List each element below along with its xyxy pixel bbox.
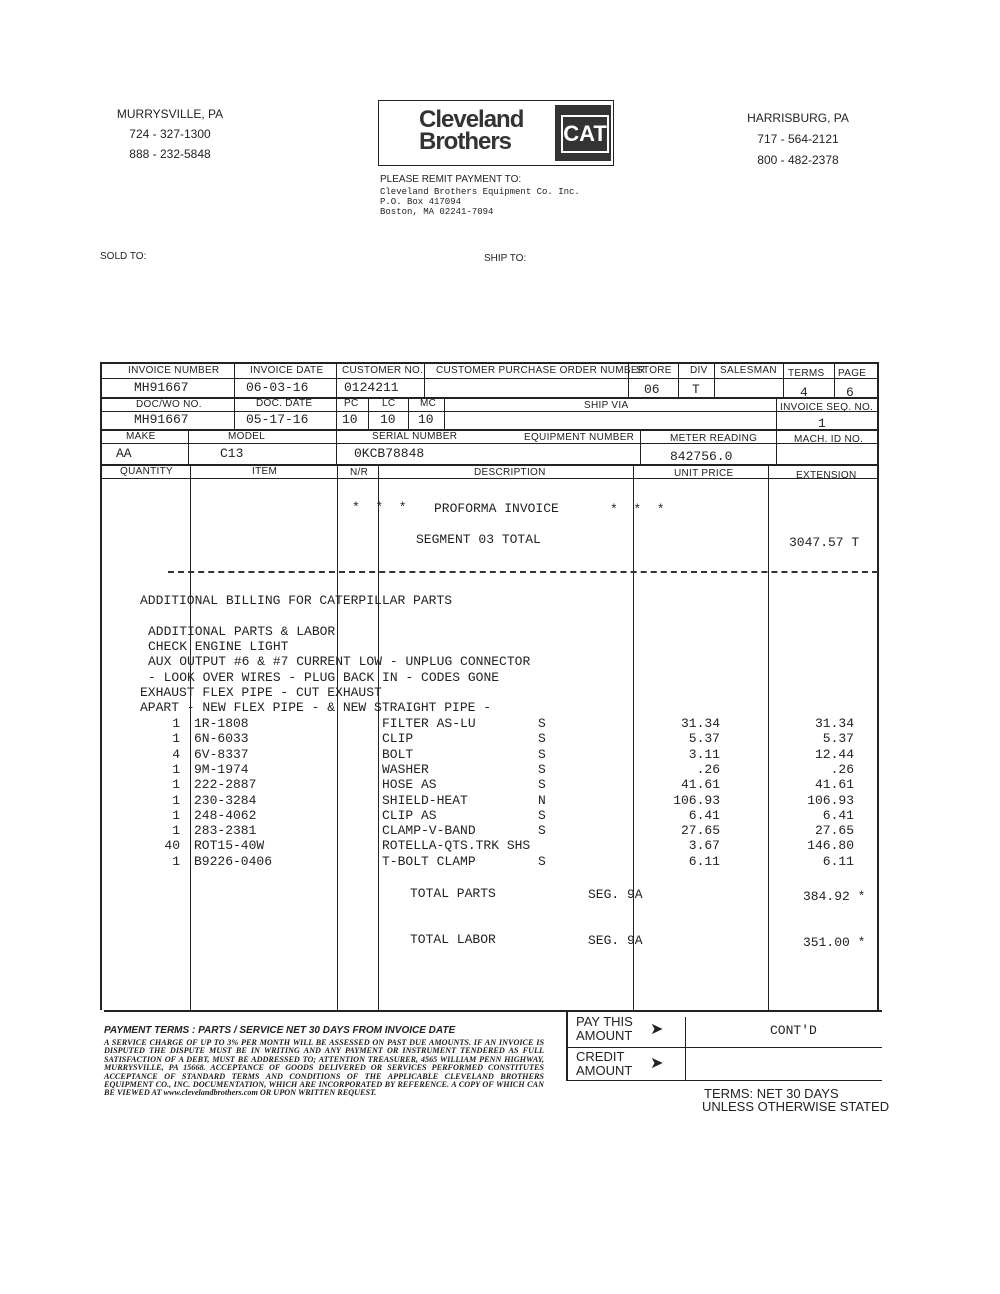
logo-line2: Brothers	[419, 128, 512, 155]
meter-reading: 842756.0	[670, 449, 733, 464]
hdr-div: DIV	[690, 365, 708, 376]
hdr-invoice-seq: INVOICE SEQ. NO.	[780, 402, 874, 413]
item-description: CLAMP-V-BAND	[382, 823, 476, 839]
lc: 10	[380, 412, 396, 427]
table-row	[0, 854, 1000, 869]
terms-note	[702, 1087, 889, 1113]
hdr-equipment: EQUIPMENT NUMBER	[524, 432, 635, 443]
table-row	[0, 716, 1000, 731]
contd-label: CONT'D	[770, 1023, 817, 1038]
total-labor-value: 351.00 *	[803, 935, 866, 950]
total-labor-seg: SEG. 9A	[588, 933, 643, 948]
item-qty: 1	[172, 731, 180, 747]
logo-mark: CAT	[561, 115, 609, 153]
total-parts-label: TOTAL PARTS	[410, 886, 496, 901]
item-qty: 40	[164, 838, 180, 854]
item-extension: 106.93	[807, 792, 854, 808]
item-extension: .26	[830, 761, 854, 777]
table-row	[0, 823, 1000, 838]
item-unit-price: 3.67	[688, 838, 720, 854]
hdr-store: STORE	[636, 365, 672, 376]
item-extension: 12.44	[814, 746, 854, 762]
hdr-nr: N/R	[350, 467, 369, 478]
right-office	[736, 108, 860, 171]
item-description: BOLT	[382, 746, 414, 762]
table-row	[0, 731, 1000, 746]
terms-line1: TERMS: NET 30 DAYS	[704, 1086, 839, 1101]
item-description: CLIP	[382, 731, 414, 747]
item-code: S	[538, 853, 546, 869]
hdr-salesman: SALESMAN	[720, 365, 777, 376]
remit-line1: Cleveland Brothers Equipment Co. Inc.	[380, 187, 580, 197]
hdr-meter: METER READING	[670, 433, 758, 444]
hdr-serial: SERIAL NUMBER	[372, 431, 458, 442]
item-unit-price: 31.34	[680, 716, 720, 731]
sold-to-label: SOLD TO:	[100, 251, 147, 262]
left-office-city: MURRYSVILLE, PA	[116, 107, 224, 121]
customer-no: 0124211	[344, 380, 399, 395]
page-number: 6	[846, 385, 854, 400]
item-unit-price: 27.65	[680, 823, 720, 839]
invoice-number: MH91667	[134, 380, 189, 395]
proforma-title: PROFORMA INVOICE	[434, 501, 559, 516]
right-office-city: HARRISBURG, PA	[747, 111, 849, 125]
item-number: 222-2887	[194, 777, 257, 793]
item-description: T-BOLT CLAMP	[382, 853, 476, 869]
item-number: ROT15-40W	[194, 838, 265, 854]
pay-this-amount-label: PAY THIS AMOUNT	[576, 1014, 633, 1043]
right-office-phone1: 717 - 564-2121	[757, 132, 839, 146]
item-description: CLIP AS	[382, 807, 437, 823]
item-unit-price: 106.93	[673, 792, 720, 808]
item-qty: 1	[172, 807, 180, 823]
item-qty: 1	[172, 823, 180, 839]
hdr-item: ITEM	[252, 466, 278, 477]
note-line: APART - NEW FLEX PIPE - & NEW STRAIGHT PIPE -	[140, 700, 492, 716]
payment-box	[566, 1011, 882, 1081]
item-number: 1R-1808	[194, 716, 249, 731]
segment-total-value: 3047.57 T	[789, 535, 860, 550]
item-code: S	[538, 746, 546, 762]
item-extension: 6.41	[822, 807, 854, 823]
item-extension: 41.61	[814, 777, 854, 793]
item-extension: 27.65	[814, 823, 854, 839]
hdr-doc-date: DOC. DATE	[256, 398, 313, 409]
item-description: ROTELLA-QTS.TRK SHS	[382, 838, 531, 854]
terms-line2: UNLESS OTHERWISE STATED	[702, 1099, 890, 1114]
hdr-mach-id: MACH. ID NO.	[794, 434, 864, 445]
remit-label: PLEASE REMIT PAYMENT TO:	[380, 174, 522, 185]
notes-block	[140, 624, 530, 715]
pc: 10	[342, 412, 358, 427]
docwo-no: MH91667	[134, 412, 189, 427]
item-qty: 1	[172, 792, 180, 808]
left-office-phone1: 724 - 327-1300	[129, 127, 211, 141]
hdr-docwo-no: DOC/WO NO.	[136, 399, 202, 410]
item-number: 6V-8337	[194, 746, 249, 762]
div: T	[692, 382, 700, 397]
hdr-terms: TERMS	[788, 368, 825, 379]
hdr-pc: PC	[344, 398, 359, 409]
credit-amount-label: CREDIT AMOUNT	[576, 1049, 633, 1078]
note-line: AUX OUTPUT #6 & #7 CURRENT LOW - UNPLUG CONNECTOR	[148, 654, 531, 670]
hdr-unit-price: UNIT PRICE	[674, 468, 734, 479]
note-line: - LOOK OVER WIRES - PLUG BACK IN - CODES GONE	[148, 669, 500, 685]
proforma-stars-right: * * *	[610, 502, 665, 517]
hdr-invoice-number: INVOICE NUMBER	[128, 365, 220, 376]
total-parts-value: 384.92 *	[803, 889, 866, 904]
mc: 10	[418, 412, 434, 427]
table-row	[0, 777, 1000, 792]
item-number: 230-3284	[194, 792, 257, 808]
item-description: FILTER AS-LU	[382, 716, 476, 731]
item-description: SHIELD-HEAT	[382, 792, 468, 808]
item-code: S	[538, 716, 546, 731]
item-qty: 1	[172, 761, 180, 777]
table-row	[0, 808, 1000, 823]
hdr-customer-no: CUSTOMER NO.	[342, 365, 424, 376]
remit-line3: Boston, MA 02241-7094	[380, 207, 494, 217]
item-number: 283-2381	[194, 823, 257, 839]
item-number: 248-4062	[194, 807, 257, 823]
item-extension: 31.34	[814, 716, 854, 731]
table-row	[0, 747, 1000, 762]
item-code: S	[538, 807, 546, 823]
table-row	[0, 762, 1000, 777]
additional-billing: ADDITIONAL BILLING FOR CATERPILLAR PARTS	[140, 593, 453, 608]
table-row	[0, 793, 1000, 808]
hdr-description: DESCRIPTION	[474, 467, 546, 478]
item-description: WASHER	[382, 761, 429, 777]
remit-line2: P.O. Box 417094	[380, 197, 462, 207]
item-qty: 1	[172, 716, 180, 731]
item-description: HOSE AS	[382, 777, 437, 793]
item-unit-price: 6.41	[688, 807, 720, 823]
company-logo	[378, 100, 614, 166]
payment-terms: PAYMENT TERMS : PARTS / SERVICE NET 30 DAYS FROM INVOICE DATE	[104, 1025, 456, 1036]
item-code: S	[538, 823, 546, 839]
item-unit-price: 41.61	[680, 777, 720, 793]
item-qty: 1	[172, 853, 180, 869]
terms: 4	[800, 385, 808, 400]
left-office	[100, 104, 240, 164]
hdr-lc: LC	[382, 398, 396, 409]
item-number: 6N-6033	[194, 731, 249, 747]
left-office-phone2: 888 - 232-5848	[129, 147, 211, 161]
item-extension: 6.11	[822, 853, 854, 869]
item-extension: 146.80	[807, 838, 854, 854]
note-line: EXHAUST FLEX PIPE - CUT EXHAUST	[140, 684, 382, 700]
invoice-seq: 1	[818, 416, 826, 431]
note-line: CHECK ENGINE LIGHT	[148, 639, 289, 655]
hdr-model: MODEL	[228, 431, 266, 442]
store: 06	[644, 382, 660, 397]
item-unit-price: 5.37	[688, 731, 720, 747]
item-unit-price: 3.11	[688, 746, 720, 762]
item-qty: 1	[172, 777, 180, 793]
invoice-date: 06-03-16	[246, 380, 309, 395]
right-office-phone2: 800 - 482-2378	[757, 153, 839, 167]
arrow-right-icon: ➤	[650, 1055, 664, 1072]
item-extension: 5.37	[822, 731, 854, 747]
note-line: ADDITIONAL PARTS & LABOR	[148, 624, 336, 639]
arrow-right-icon: ➤	[650, 1021, 664, 1038]
item-code: S	[538, 777, 546, 793]
remit-block	[380, 174, 580, 217]
make: AA	[116, 446, 132, 461]
item-qty: 4	[172, 746, 180, 762]
item-code: N	[538, 792, 546, 808]
hdr-quantity: QUANTITY	[120, 466, 173, 477]
segment-total-label: SEGMENT 03 TOTAL	[416, 532, 541, 547]
item-code: S	[538, 731, 546, 747]
hdr-invoice-date: INVOICE DATE	[250, 365, 324, 376]
serial-number: 0KCB78848	[354, 446, 425, 461]
item-code: S	[538, 761, 546, 777]
total-parts-seg: SEG. 9A	[588, 887, 643, 902]
cat-logo-icon	[555, 105, 611, 161]
hdr-ship-via: SHIP VIA	[584, 400, 629, 411]
table-row	[0, 838, 1000, 853]
hdr-customer-po: CUSTOMER PURCHASE ORDER NUMBER	[436, 365, 646, 376]
hdr-make: MAKE	[126, 431, 156, 442]
hdr-page: PAGE	[838, 368, 867, 379]
item-number: B9226-0406	[194, 853, 273, 869]
hdr-extension: EXTENSION	[796, 470, 857, 481]
item-unit-price: .26	[696, 761, 720, 777]
logo-line1: Cleveland	[419, 106, 524, 133]
fine-print: A SERVICE CHARGE OF UP TO 3% PER MONTH WILL BE ASSESSED ON PAST DUE AMOUNTS. IF AN INVOICE IS DISPUTED THE DISPUTE MUST BE IN WRITING AND ANY PAYMENT OR INSTRUMENT TENDERED AS FULL SATISFACTION OF A DEBT, MUST BE ADDRESSED TO; ATTENTION TREASURER, 4565 WILLIAM PENN HIGHWAY, MURRYSVILLE, PA 15668. ACCEPTANCE OF GOODS DELIVERED OR SERVICES PERFORMED CONSTITUTES ACCEPTANCE OF STANDARD TERMS AND CONDITIONS OF THE APPLICABLE CLEVELAND BROTHERS EQUIPMENT CO., INC. DOCUMENTATION, WHICH ARE INCORPORATED BY REFERENCE. A COPY OF WHICH CAN BE VIEWED AT www.clevelandbrothers.com OR UPON WRITTEN REQUEST.	[104, 1038, 544, 1098]
model: C13	[220, 446, 244, 461]
total-labor-label: TOTAL LABOR	[410, 932, 496, 947]
proforma-stars-left: * * *	[352, 500, 407, 515]
item-number: 9M-1974	[194, 761, 249, 777]
item-unit-price: 6.11	[688, 853, 720, 869]
ship-to-label: SHIP TO:	[484, 253, 527, 264]
doc-date: 05-17-16	[246, 412, 309, 427]
hdr-mc: MC	[420, 398, 437, 409]
